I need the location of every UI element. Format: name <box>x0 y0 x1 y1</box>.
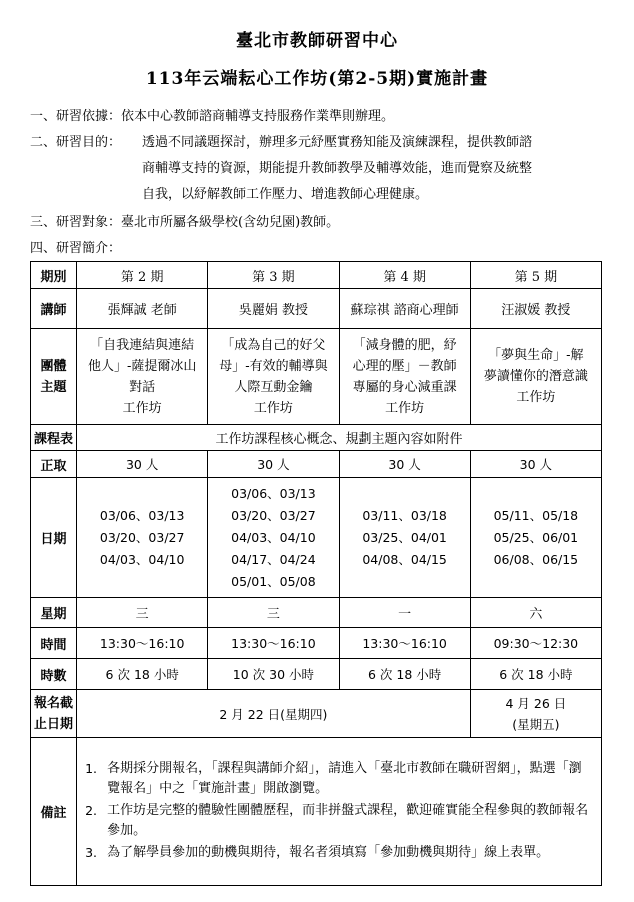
date-line: 06/08、06/15 <box>493 551 579 567</box>
weekday-cell: 一 <box>339 598 470 628</box>
date-line: 05/25、06/01 <box>493 529 579 545</box>
weekday-cell: 三 <box>208 598 339 628</box>
period-cell: 第 5 期 <box>470 262 601 289</box>
weekday-cell: 三 <box>77 598 208 628</box>
row-label-teacher: 講師 <box>31 289 77 329</box>
theme-cell <box>470 329 601 425</box>
theme-line: 工作坊 <box>516 390 556 405</box>
theme-line: 「減身體的肥，紓 <box>352 337 457 353</box>
row-label-period: 期別 <box>31 262 77 289</box>
theme-line: 母」-有效的輔導與 <box>219 358 328 374</box>
row-label-hours: 時數 <box>31 659 77 690</box>
time-cell: 13:30～16:10 <box>339 628 470 659</box>
schedule-table <box>30 261 602 886</box>
quota-cell: 30 人 <box>470 451 601 478</box>
quota-cell: 30 人 <box>208 451 339 478</box>
theme-line: 「夢與生命」-解 <box>488 348 584 363</box>
time-cell: 09:30～12:30 <box>470 628 601 659</box>
row-label-notes: 備註 <box>31 738 77 886</box>
weekday-cell: 六 <box>470 598 601 628</box>
deadline-line: (星期五) <box>512 716 560 732</box>
section-purpose-line: 透過不同議題探討，辦理多元紓壓實務知能及演練課程，提供教師諮 <box>142 135 533 150</box>
hours-cell: 6 次 18 小時 <box>470 659 601 690</box>
section-purpose-line: 商輔導支持的資源，期能提升教師教學及輔導效能，進而覺察及統整 <box>142 161 533 176</box>
section-intro-label: 四、研習簡介： <box>30 241 122 256</box>
quota-cell: 30 人 <box>77 451 208 478</box>
dates-cell <box>470 478 601 598</box>
theme-line: 專屬的身心減重課 <box>352 379 457 395</box>
note-text: 為了解學員參加的動機與期待，報名者須填寫「參加動機與期待」線上表單。 <box>107 844 550 860</box>
section-purpose-label: 二、研習目的： <box>30 135 122 150</box>
row-label-theme-line: 團體 <box>40 358 67 374</box>
hours-cell: 6 次 18 小時 <box>77 659 208 690</box>
theme-cell <box>208 329 339 425</box>
notes-cell <box>77 738 602 886</box>
theme-line: 工作坊 <box>385 400 425 416</box>
row-label-course: 課程表 <box>31 425 77 451</box>
date-line: 04/08、04/15 <box>362 551 447 567</box>
date-line: 05/11、05/18 <box>493 507 579 523</box>
section-purpose <box>30 130 533 202</box>
table-row <box>31 478 602 598</box>
theme-line: 工作坊 <box>253 400 293 416</box>
date-line: 03/11、03/18 <box>362 507 447 523</box>
note-text: 工作坊是完整的體驗性團體歷程，而非拼盤式課程，歡迎確實能全程參與的教師報名參加。 <box>107 802 589 838</box>
theme-line: 夢讀懂你的潛意識 <box>483 369 588 384</box>
note-item <box>85 843 593 863</box>
table-row <box>31 329 602 425</box>
deadline-line: 4 月 26 日 <box>505 695 567 711</box>
date-line: 04/03、04/10 <box>231 529 316 545</box>
note-number: 1. <box>85 760 98 776</box>
row-label-quota: 正取 <box>31 451 77 478</box>
section-basis-text: 依本中心教師諮商輔導支持服務作業準則辦理。 <box>121 109 395 124</box>
table-row <box>31 262 602 289</box>
row-label-theme <box>31 329 77 425</box>
table-row <box>31 659 602 690</box>
period-cell: 第 2 期 <box>77 262 208 289</box>
table-row <box>31 425 602 451</box>
row-label-deadline <box>31 690 77 738</box>
section-purpose-line: 自我，以紓解教師工作壓力、增進教師心理健康。 <box>142 187 429 202</box>
dates-cell <box>339 478 470 598</box>
table-row <box>31 628 602 659</box>
theme-line: 人際互動金鑰 <box>234 379 313 395</box>
note-item <box>85 801 593 841</box>
date-line: 03/20、03/27 <box>99 529 185 545</box>
note-item <box>85 759 593 799</box>
period-cell: 第 4 期 <box>339 262 470 289</box>
deadline-merged-cell: 2 月 22 日(星期四) <box>77 690 471 738</box>
date-line: 03/20、03/27 <box>231 507 316 523</box>
date-line: 03/25、04/01 <box>362 529 447 545</box>
document-title: 臺北市教師研習中心 <box>236 31 398 51</box>
section-basis <box>30 104 394 130</box>
course-cell: 工作坊課程核心概念、規劃主題內容如附件 <box>77 425 602 451</box>
row-label-deadline-line: 報名截 <box>34 695 74 711</box>
row-label-dates: 日期 <box>31 478 77 598</box>
section-target <box>30 210 339 236</box>
hours-cell: 10 次 30 小時 <box>208 659 339 690</box>
dates-cell <box>208 478 339 598</box>
note-number: 2. <box>85 802 98 818</box>
row-label-weekday: 星期 <box>31 598 77 628</box>
period-cell: 第 3 期 <box>208 262 339 289</box>
teacher-cell: 蘇琮祺 諮商心理師 <box>339 289 470 329</box>
row-label-theme-line: 主題 <box>40 379 67 395</box>
note-text: 各期採分開報名，「課程與講師介紹」，請進入「臺北市教師在職研習網」，點選「瀏覽報名」中之「實施計畫」開啟瀏覽。 <box>107 760 582 796</box>
dates-cell <box>77 478 208 598</box>
teacher-cell: 汪淑媛 教授 <box>470 289 601 329</box>
teacher-cell: 吳麗娟 教授 <box>208 289 339 329</box>
theme-line: 「成為自己的好父 <box>221 337 326 353</box>
row-label-time: 時間 <box>31 628 77 659</box>
quota-cell: 30 人 <box>339 451 470 478</box>
table-row <box>31 451 602 478</box>
hours-cell: 6 次 18 小時 <box>339 659 470 690</box>
date-line: 05/01、05/08 <box>231 573 316 589</box>
table-row <box>31 738 602 886</box>
date-line: 03/06、03/13 <box>231 485 316 501</box>
theme-line: 「自我連結與連結 <box>90 337 195 353</box>
theme-line: 對話 <box>129 379 156 395</box>
plan-title: 113年云端耘心工作坊(第2-5期)實施計畫 <box>145 69 489 89</box>
section-basis-label: 一、研習依據： <box>30 109 122 124</box>
date-line: 03/06、03/13 <box>99 507 185 523</box>
deadline-last-cell <box>470 690 601 738</box>
theme-cell <box>77 329 208 425</box>
theme-line: 工作坊 <box>122 400 162 416</box>
table-row <box>31 690 602 738</box>
table-row <box>31 598 602 628</box>
note-number: 3. <box>85 844 98 860</box>
section-target-text: 臺北市所屬各級學校(含幼兒園)教師。 <box>121 215 340 230</box>
date-line: 04/03、04/10 <box>99 551 185 567</box>
time-cell: 13:30～16:10 <box>77 628 208 659</box>
time-cell: 13:30～16:10 <box>208 628 339 659</box>
date-line: 04/17、04/24 <box>231 551 316 567</box>
theme-cell <box>339 329 470 425</box>
theme-line: 心理的壓」－教師 <box>352 358 457 374</box>
row-label-deadline-line: 止日期 <box>34 716 74 732</box>
table-row <box>31 289 602 329</box>
section-target-label: 三、研習對象： <box>30 215 122 230</box>
teacher-cell: 張輝誠 老師 <box>77 289 208 329</box>
theme-line: 他人」-薩提爾冰山 <box>87 358 197 374</box>
